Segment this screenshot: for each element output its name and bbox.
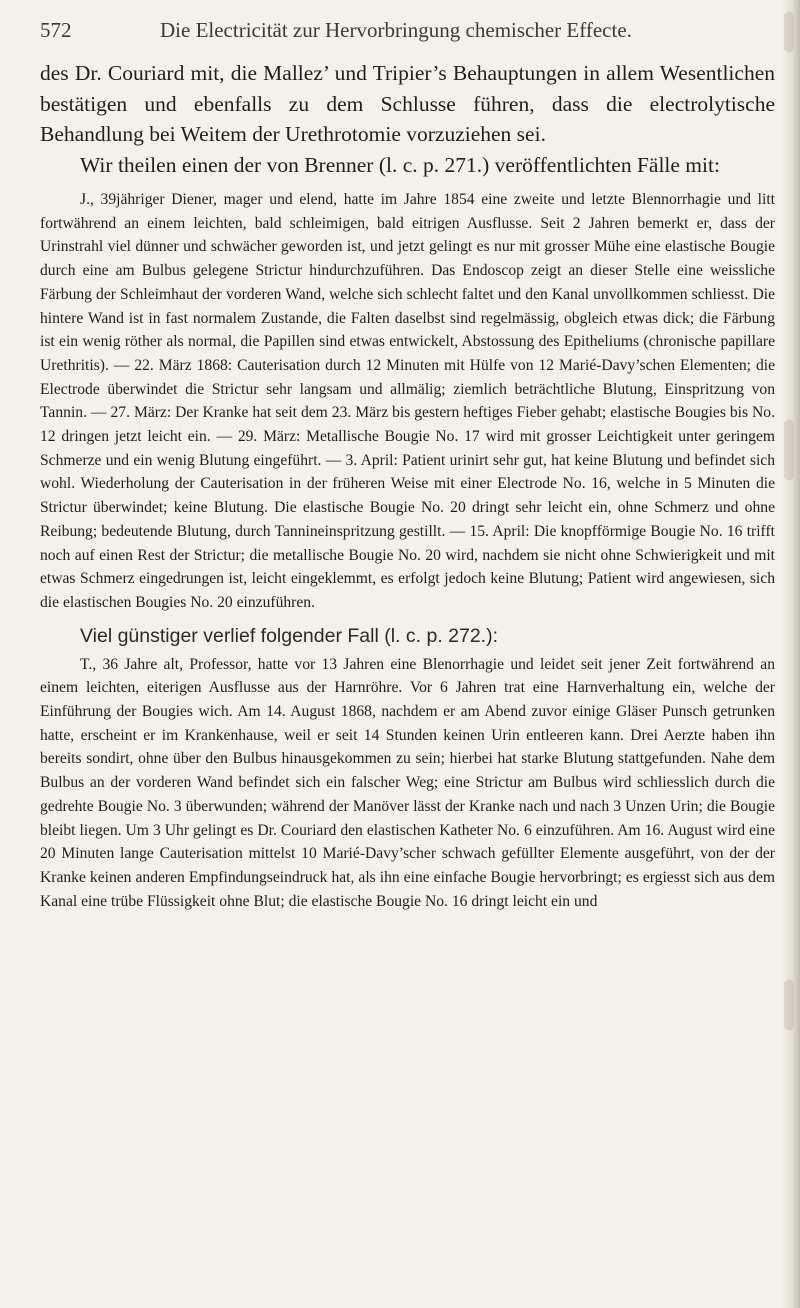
running-header [40, 18, 780, 48]
lead-paragraphs [40, 58, 775, 180]
running-title: Die Electricität zur Hervorbringung chemischer Effecte. [160, 18, 632, 42]
page-stain [784, 980, 794, 1030]
page-stain [784, 12, 794, 52]
section-heading: Viel günstiger verlief folgender Fall (l. c. p. 272.): [80, 624, 499, 647]
lead-paragraph: des Dr. Couriard mit, die Mallez’ und Tripier’s Behauptungen in allem Wesentlichen bestätigen und ebenfalls zu dem Schlusse führen, dass die electrolytische Behandlung bei Weitem der Urethrotomie vorzuziehen sei. [40, 61, 775, 146]
page-number: 572 [40, 18, 72, 42]
case-report-2: T., 36 Jahre alt, Professor, hatte vor 13 Jahren eine Blenorrhagie und leidet seit jener Zeit fortwährend an einem leichten, eiterigen Ausflusse aus der Harnröhre. Vor 6 Jahren trat eine Harnverhaltung ein, welche der Einführung der Bougies wich. Am 14. August 1868, nachdem er am Abend zuvor einige Gläser Punsch getrunken hatte, erscheint er im Krankenhause, weil er seit 14 Stunden keinen Urin entleeren kann. Drei Aerzte haben ihn bereits sondirt, ohne über den Bulbus hinausgekommen zu sein; hierbei hat starke Blutung stattgefunden. Nahe dem Bulbus an der vorderen Wand befindet sich ein falscher Weg; eine Strictur am Bulbus wird schliesslich durch die gedrehte Bougie No. 3 überwunden; während der Manöver lässt der Kranke nach und nach 3 Unzen Urin; die Bougie bleibt liegen. Um 3 Uhr gelingt es Dr. Couriard den elastischen Katheter No. 6 einzuführen. Am 16. August wird eine 20 Minuten lange Cauterisation mittelst 10 Marié-Davy’scher schwach gefüllter Elemente ausgeführt, von der der Kranke keinen anderen Empfindungseindruck hat, als ihn eine einfache Bougie hervorbringt; es ergiesst sich aus dem Kanal eine trübe Flüssigkeit ohne Blut; die elastische Bougie No. 16 dringt leicht ein und [40, 655, 775, 910]
page-stain [784, 420, 794, 480]
case-report-1: J., 39jähriger Diener, mager und elend, hatte im Jahre 1854 eine zweite und letzte Blennorrhagie und litt fortwährend an einem leichten, bald schleimigen, bald eitrigen Ausflusse. Seit 2 Jahren bemerkt er, dass der Urinstrahl viel dünner und schwächer geworden ist, und jetzt gelingt es nur mit grosser Mühe eine elastische Bougie durch eine am Bulbus gelegene Strictur hindurchzuführen. Das Endoscop zeigt an dieser Stelle eine weissliche Färbung der Schleimhaut der vorderen Wand, welche sich schlecht faltet und den Kanal unvollkommen schliesst. Die hintere Wand ist in fast normalem Zustande, die Falten daselbst sind regelmässig, obgleich etwas dick; die Färbung ist ein wenig röther als normal, die Papillen sind etwas entwickelt, Abstossung des Epitheliums (chronische papillare Urethritis). — 22. März 1868: Cauterisation durch 12 Minuten mit Hülfe von 12 Marié-Davy’schen Elementen; die Electrode überwindet die Strictur sehr langsam und allmälig; ziemlich beträchtliche Blutung, Einspritzung von Tannin. — 27. März: Der Kranke hat seit dem 23. März bis gestern heftiges Fieber gehabt; elastische Bougies bis No. 12 dringen jetzt leicht ein. — 29. März: Metallische Bougie No. 17 wird mit grosser Leichtigkeit unter geringem Schmerze und ein wenig Blutung eingeführt. — 3. April: Patient urinirt sehr gut, hat keine Blutung und befindet sich wohl. Wiederholung der Cauterisation in der früheren Weise mit einer Electrode No. 16, welche in 5 Minuten die Strictur überwindet; keine Blutung. Die elastische Bougie No. 20 dringt sehr leicht ein, ohne Schmerz und ohne Reibung; bedeutende Blutung, durch Tannineinspritzung gestillt. — 15. April: Die knopfförmige Bougie No. 16 trifft noch auf einen Rest der Strictur; die metallische Bougie No. 20 wird, nachdem sie nicht ohne Schwierigkeit und mit etwas Schmerz eingedrungen ist, leicht eingeklemmt, es erfolgt jedoch keine Blutung; Patient wird angewiesen, sich die elastischen Bougies No. 20 einzuführen. [40, 191, 775, 611]
page-edge-shadow [782, 0, 800, 1308]
page-body [40, 58, 775, 913]
lead-paragraph: Wir theilen einen der von Brenner (l. c. p. 271.) veröffentlichten Fälle mit: [80, 152, 720, 177]
